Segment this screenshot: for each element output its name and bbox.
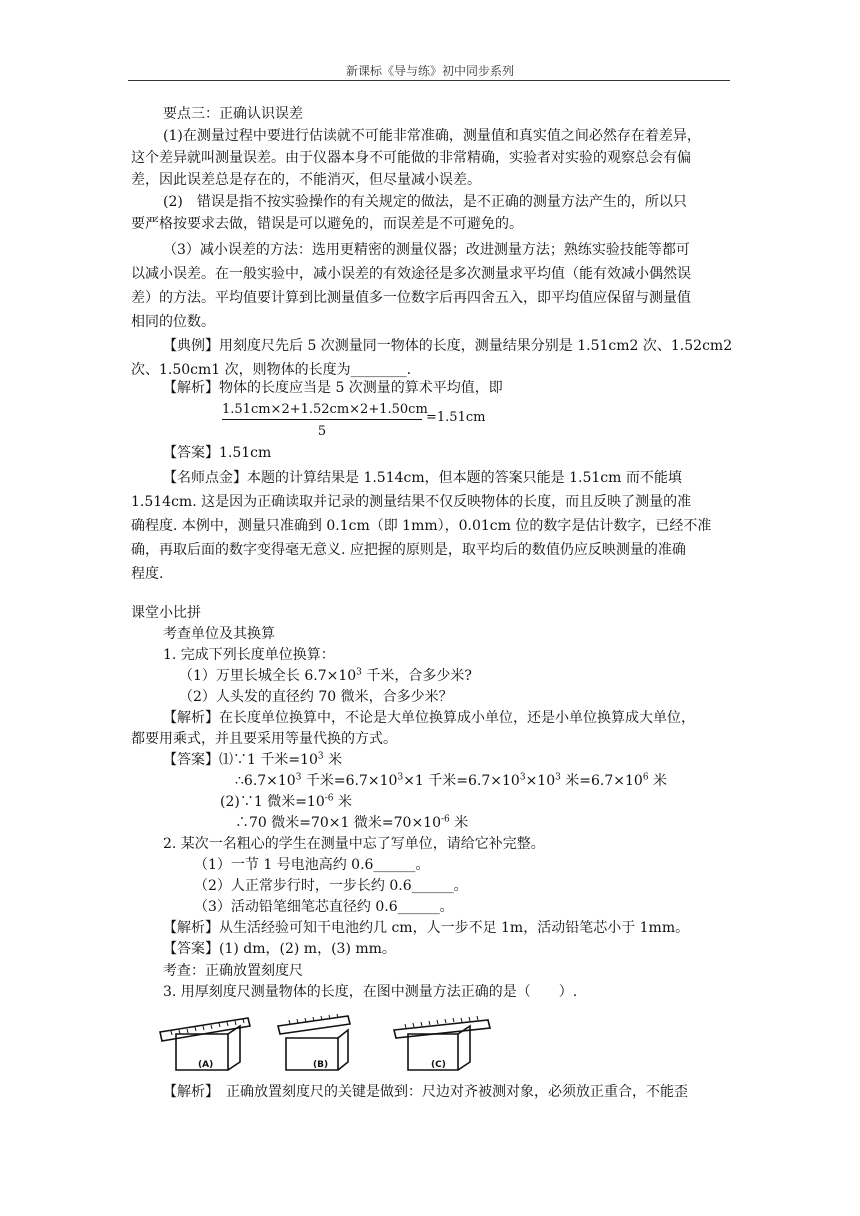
tip-line: 确程度. 本例中，测量只准确到 0.1cm（即 1mm），0.01cm 位的数字是估计数字，已经不准	[131, 518, 712, 534]
paragraph-line: (2) 错误是指不按实验操作的有关规定的做法，是不正确的测量方法产生的，所以只	[163, 194, 687, 210]
figure-label-c: (C)	[431, 1060, 446, 1070]
answer-line: (2)∵1 微米$=10^{-6}$ 米	[220, 793, 352, 810]
page-header: 新课标《导与练》初中同步系列	[345, 64, 514, 78]
question-item: （3）活动铅笔细笔芯直径约 0.6______。	[194, 899, 454, 915]
paragraph-line: 差）的方法。平均值要计算到比测量值多一位数字后再四舍五入，即平均值应保留与测量值	[131, 290, 691, 306]
figure-label-b: (B)	[313, 1060, 329, 1070]
analysis-line: 都要用乘式，并且要采用等量代换的方式。	[131, 731, 397, 747]
analysis-line: 【解析】 正确放置刻度尺的关键是做到：尺边对齐被测对象，必须放正重合，不能歪	[163, 1084, 688, 1100]
fraction-numerator: 1.51cm×2+1.52cm×2+1.50cm	[222, 402, 422, 420]
fraction-denominator: 5	[317, 424, 327, 439]
section-heading: 课堂小比拼	[131, 605, 201, 621]
question-line: 2. 某次一名粗心的学生在测量中忘了写单位，请给它补完整。	[163, 836, 545, 852]
example-line: 次、1.50cm1 次，则物体的长度为________.	[131, 362, 412, 378]
answer-line: $\therefore 6.7\times 10^3$ 千米$=6.7\times 10^3\times 1$ 千米$=6.7\times 10^3\times 10^3$ 米$=6.7\times 10^6$ 米	[235, 772, 668, 789]
question-line: 1. 完成下列长度单位换算：	[163, 647, 335, 663]
answer-line: 【答案】(1) dm，(2) m，(3) mm。	[163, 941, 396, 957]
tip-line: 确，再取后面的数字变得毫无意义. 应把握的原则是，取平均后的数值仍应反映测量的准确	[131, 542, 686, 558]
paragraph-line: 以减小误差。在一般实验中，减小误差的有效途径是多次测量求平均值（能有效减小偶然误	[131, 266, 691, 282]
paragraph-line: 要严格按要求去做，错误是可以避免的，而误差是不可避免的。	[131, 216, 523, 232]
section-title: 要点三：正确认识误差	[163, 106, 303, 122]
question-item: （2）人头发的直径约 70 微米，合多少米？	[179, 689, 453, 705]
analysis-line: 【解析】物体的长度应当是 5 次测量的算术平均值，即	[163, 380, 503, 396]
formula-result: =1.51cm	[426, 410, 486, 425]
fraction-formula	[222, 402, 428, 439]
analysis-line: 【解析】从生活经验可知干电池约几 cm，人一步不足 1m，活动铅笔芯小于 1mm。	[163, 920, 690, 936]
answer-line: 【答案】⑴∵1 千米$=10^3$ 米	[163, 751, 343, 768]
paragraph-line: 差，因此误差总是存在的，不能消灭，但尽量减小误差。	[131, 172, 481, 188]
figure-label-a: (A)	[198, 1060, 214, 1070]
question-item: （1）一节 1 号电池高约 0.6______。	[194, 857, 430, 873]
subsection-heading: 考查：正确放置刻度尺	[163, 963, 303, 979]
paragraph-line: （3）减小误差的方法：选用更精密的测量仪器；改进测量方法；熟练实验技能等都可	[163, 242, 690, 258]
analysis-line: 【解析】在长度单位换算中，不论是大单位换算成小单位，还是小单位换算成大单位，	[163, 710, 695, 726]
header-rule	[128, 80, 730, 81]
paragraph-line: 这个差异就叫测量误差。由于仪器本身不可能做的非常精确，实验者对实验的观察总会有偏	[131, 150, 691, 166]
example-line: 【典例】用刻度尺先后 5 次测量同一物体的长度，测量结果分别是 1.51cm2 次、1.52cm2	[163, 338, 733, 354]
question-line: 3. 用厚刻度尺测量物体的长度，在图中测量方法正确的是（ ）.	[163, 984, 578, 1000]
tip-line: 程度.	[131, 566, 164, 582]
paragraph-line: (1)在测量过程中要进行估读就不可能非常准确，测量值和真实值之间必然存在着差异，	[163, 128, 701, 144]
tip-line: 1.514cm. 这是因为正确读取并记录的测量结果不仅反映物体的长度，而且反映了测量的准	[131, 494, 692, 510]
subsection-heading: 考查单位及其换算	[163, 626, 275, 642]
tip-line: 【名师点金】本题的计算结果是 1.514cm，但本题的答案只能是 1.51cm 而不能填	[163, 470, 682, 486]
answer-line: 【答案】1.51cm	[163, 445, 272, 461]
paragraph-line: 相同的位数。	[131, 314, 215, 330]
question-item: （1）万里长城全长 $6.7\times 10^3$ 千米，合多少米?	[179, 667, 472, 684]
answer-line: ∴70 微米=70×1 微米$=70\times 10^{-6}$ 米	[235, 814, 469, 831]
question-item: （2）人正常步行时，一步长约 0.6______。	[194, 878, 468, 894]
